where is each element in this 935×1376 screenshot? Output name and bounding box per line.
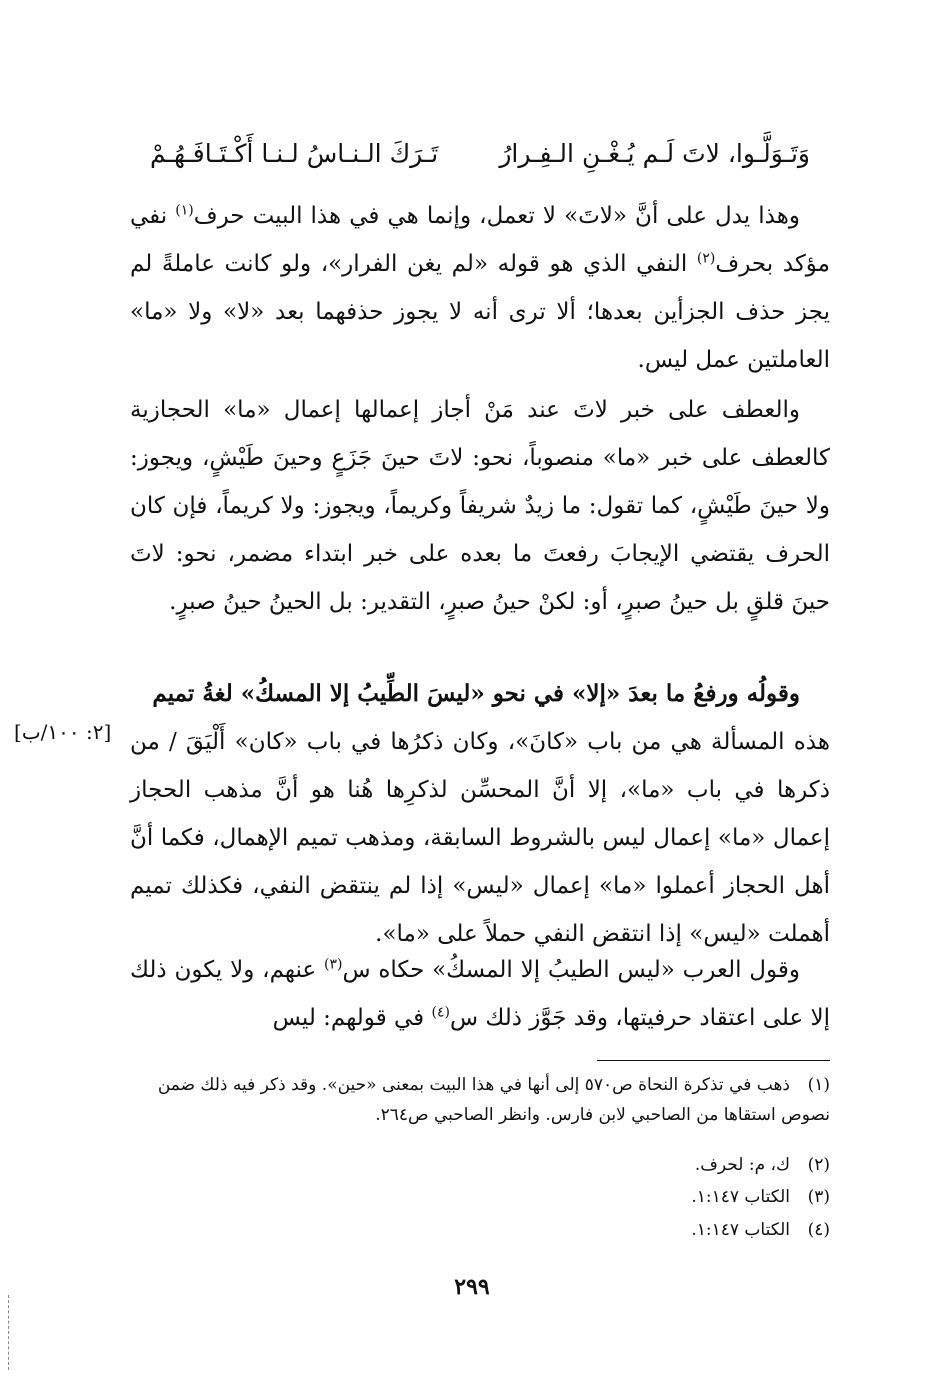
footnote-4 <box>130 1215 830 1245</box>
poetry-verse <box>150 132 810 176</box>
footnote-4-number: (٤) <box>807 1220 830 1240</box>
footnote-2 <box>130 1150 830 1180</box>
footnote-separator <box>597 1060 830 1061</box>
paragraph-2 <box>130 386 830 626</box>
footnote-1 <box>130 1070 830 1130</box>
paragraph-4-text-c: في قولهم: ليس <box>272 1005 432 1031</box>
verse-second-hemistich: تَـرَكَ الـنـاسُ لـنـا أَكْـتَـافَـهُـمْ <box>150 139 439 168</box>
paragraph-4 <box>130 946 830 1042</box>
footnote-3-text: الكتاب ١:١٤٧. <box>691 1187 790 1207</box>
paragraph-4-text-b: عنهم، ولا يكون ذلك إلا على اعتقاد حرفيتها، وقد جَوَّز ذلك س <box>130 957 830 1031</box>
paragraph-1-text-a: وهذا يدل على أنَّ «لاتَ» لا تعمل، وإنما هي في هذا البيت حرف <box>193 203 800 229</box>
footnote-ref-2: (٢) <box>696 250 716 267</box>
footnote-ref-4: (٤) <box>431 1004 450 1021</box>
paragraph-3-heading: وقولُه ورفعُ ما بعدَ «إلا» في نحو «ليسَ الطِّيبُ إلا المسكُ» لغةُ تميم <box>152 680 800 707</box>
verse-first-hemistich: وَتَـوَلَّـوا، لاتَ لَـم يُـغْـنِ الـفِـرارُ <box>499 139 810 168</box>
footnote-ref-1: (١) <box>175 202 194 219</box>
paragraph-4-text-a: وقول العرب «ليس الطيبُ إلا المسكُ» حكاه س <box>342 957 800 983</box>
footnote-3-number: (٣) <box>807 1187 830 1207</box>
footnote-1-text: ذهب في تذكرة النحاة ص٥٧٠ إلى أنها في هذا البيت بمعنى «حين». وقد ذكر فيه ذلك ضمن نصوص استقاها من الصاحبي لابن فارس. وانظر الصاحبي ص٢٦٤. <box>157 1075 830 1125</box>
paragraph-3 <box>130 670 830 958</box>
paragraph-1-text-b: نفي مؤكد بحرف <box>130 203 830 277</box>
page-number: ٢٩٩ <box>454 1274 490 1300</box>
footnote-ref-3: (٣) <box>323 956 343 973</box>
manuscript-folio-note: [٢: ١٠٠/ب] <box>14 720 112 744</box>
paragraph-1-text-c: النفي الذي هو قوله «لم يغن الفرار»، ولو كانت عاملةً لم يجز حذف الجزأين بعدها؛ ألا ترى أنه لا يجوز حذفهما بعد «لا» ولا «ما» العاملتين عمل ليس. <box>130 251 830 373</box>
paragraph-3-text: هذه المسألة هي من باب «كانَ»، وكان ذكرُها في باب «كان» أَلْيَقَ / من ذكرها في باب «ما»، إلا أنَّ المحسِّن لذكرِها هُنا هو أنَّ مذهب الحجاز إعمال «ما» إعمال ليس بالشروط السابقة، ومذهب تميم الإهمال، فكما أنَّ أهل الحجاز أعملوا «ما» إعمال «ليس» إذا لم ينتقض النفي، فكذلك تميم أهملت «ليس» إذا انتقض النفي حملاً على «ما». <box>130 729 830 947</box>
paragraph-2-text: والعطف على خبر لاتَ عند مَنْ أجاز إعمالها إعمال «ما» الحجازية كالعطف على خبر «ما» منصوباً، نحو: لاتَ حينَ جَزَعٍ وحينَ طَيْشٍ، ويجوز: ولا حينَ طَيْشٍ، كما تقول: ما زيدٌ شريفاً وكريماً، ويجوز: ولا كريماً، فإن كان الحرف يقتضي الإيجابَ رفعتَ ما بعده على خبر ابتداء مضمر، نحو: لاتَ حينَ قلقٍ بل حينُ صبرٍ، أو: لكنْ حينُ صبرٍ، التقدير: بل الحينُ حينُ صبرٍ. <box>130 397 830 615</box>
paragraph-1 <box>130 192 830 384</box>
footnote-3 <box>130 1182 830 1212</box>
footnote-2-text: ك، م: لحرف. <box>694 1155 790 1175</box>
footnote-4-text: الكتاب ١:١٤٧. <box>691 1220 790 1240</box>
footnote-1-number: (١) <box>807 1075 830 1095</box>
scan-edge-mark <box>8 1295 10 1370</box>
footnote-2-number: (٢) <box>807 1155 830 1175</box>
